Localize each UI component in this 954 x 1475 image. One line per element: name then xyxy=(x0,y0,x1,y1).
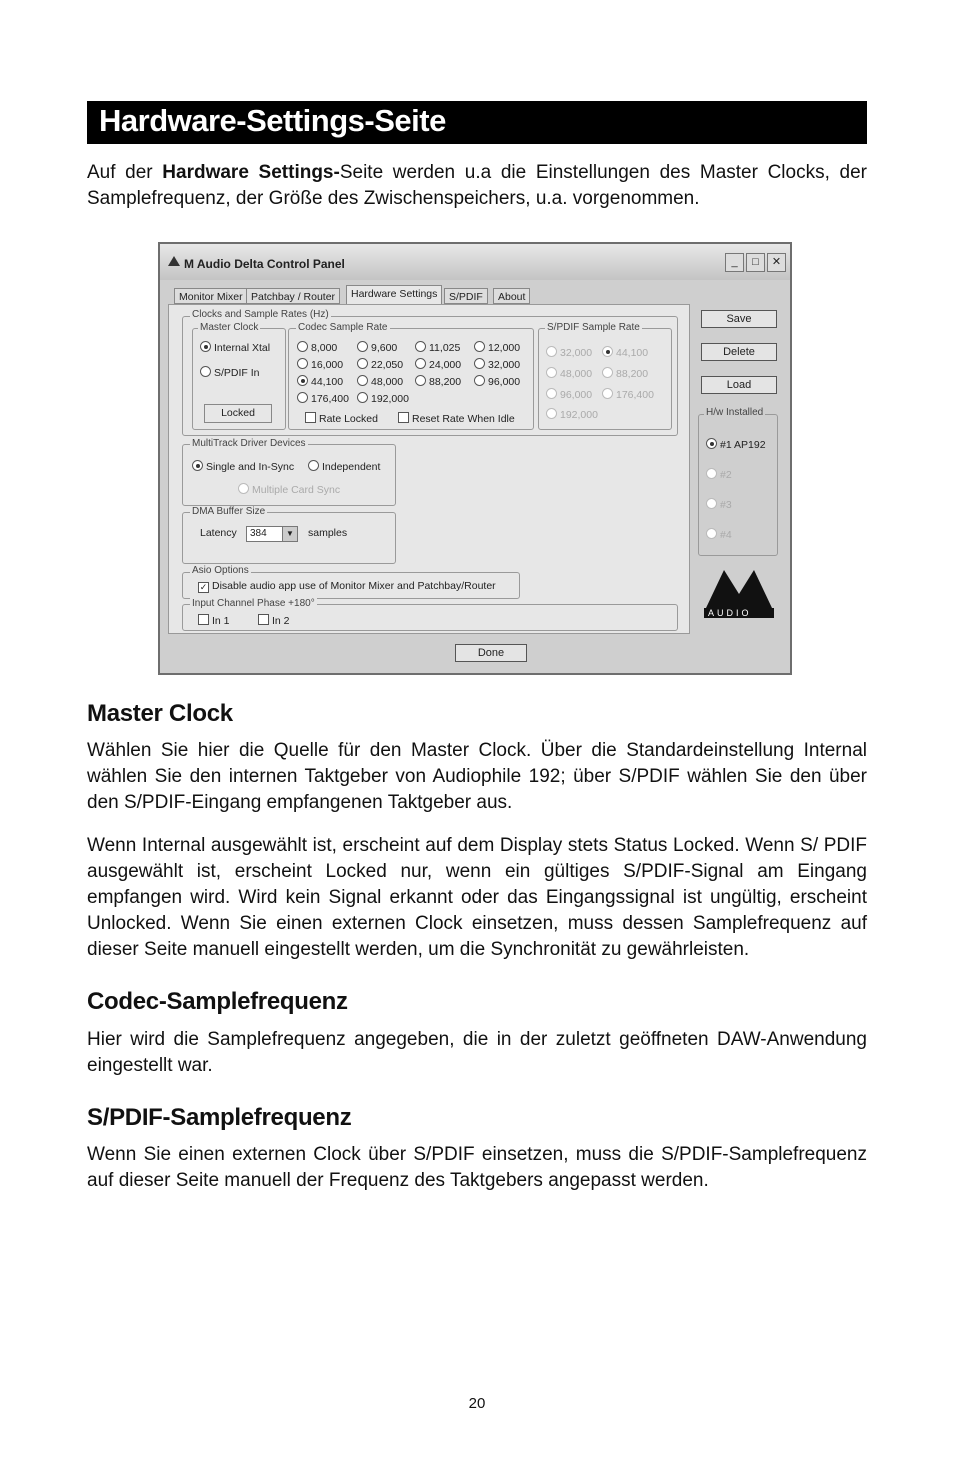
codec-rate-88200[interactable]: 88,200 xyxy=(415,375,461,388)
codec-rate-44100[interactable]: 44,100 xyxy=(297,375,343,388)
dma-label: DMA Buffer Size xyxy=(192,506,266,517)
page-title-bar xyxy=(87,101,867,144)
codec-rate-16000[interactable]: 16,000 xyxy=(297,358,343,371)
codec-rate-22050[interactable]: 22,050 xyxy=(357,358,403,371)
spdif-rate-32000[interactable]: 32,000 xyxy=(546,346,592,359)
reset-rate-checkbox[interactable]: Reset Rate When Idle xyxy=(398,412,515,425)
radio-indicator xyxy=(200,341,211,352)
tab-monitor-mixer[interactable]: Monitor Mixer xyxy=(174,288,248,304)
spdif-rate-192000[interactable]: 192,000 xyxy=(546,408,598,421)
tab-hardware-settings[interactable]: Hardware Settings xyxy=(346,285,442,305)
hw-device-4[interactable]: #4 xyxy=(706,528,732,541)
master-clock-paragraph-2: Wenn Internal ausgewählt ist, erscheint auf dem Display stets Status Locked. Wenn S/ PDIF ausgewählt ist, erscheint Locked nur, wenn ein gültiges S/PDIF-Signal am Eingang empfangen wird. Wird kein Signal erkannt oder das Eingangssignal ist ungültig, erscheint Unlocked. Wenn Sie einen externen Clock einsetzen, muss dessen Samplefrequenz auf dieser Seite manuell eingestellt werden, um die Synchronität zu gewährleisten. xyxy=(87,835,867,960)
radio-single-in-sync[interactable]: Single and In-Sync xyxy=(192,460,294,473)
codec-rate-96000[interactable]: 96,000 xyxy=(474,375,520,388)
app-logo-icon xyxy=(168,256,180,266)
latency-label: Latency xyxy=(200,527,237,539)
codec-rate-9600[interactable]: 9,600 xyxy=(357,341,397,354)
codec-rate-label: Codec Sample Rate xyxy=(298,322,388,333)
radio-independent[interactable]: Independent xyxy=(308,460,380,473)
latency-unit: samples xyxy=(308,527,348,539)
codec-rate-48000[interactable]: 48,000 xyxy=(357,375,403,388)
logo-text: AUDIO xyxy=(708,608,752,618)
latency-select[interactable]: 384 ▼ xyxy=(246,526,298,542)
section-heading-spdif-samplefrequenz: S/PDIF-Samplefrequenz xyxy=(87,1104,352,1131)
phase-in1-checkbox[interactable]: In 1 xyxy=(198,614,230,627)
chevron-down-icon: ▼ xyxy=(282,527,297,541)
master-clock-label: Master Clock xyxy=(200,322,259,333)
codec-rate-176400[interactable]: 176,400 xyxy=(297,392,349,405)
asio-label: Asio Options xyxy=(192,565,249,576)
tab-patchbay-router[interactable]: Patchbay / Router xyxy=(246,288,340,304)
codec-rate-32000[interactable]: 32,000 xyxy=(474,358,520,371)
window-title: M Audio Delta Control Panel xyxy=(184,257,345,271)
multitrack-group xyxy=(182,444,396,506)
close-button[interactable]: ✕ xyxy=(767,253,786,272)
phase-label: Input Channel Phase +180° xyxy=(192,598,315,609)
codec-paragraph: Hier wird die Samplefrequenz angegeben, die in der zuletzt geöffneten DAW-Anwendung eingestellt war. xyxy=(87,1029,867,1076)
minimize-button[interactable]: _ xyxy=(725,253,744,272)
spdif-rate-label: S/PDIF Sample Rate xyxy=(547,322,640,333)
page-number: 20 xyxy=(468,1395,486,1412)
spdif-rate-176400[interactable]: 176,400 xyxy=(602,388,654,401)
done-button[interactable]: Done xyxy=(455,644,527,662)
spdif-paragraph: Wenn Sie einen externen Clock über S/PDIF einsetzen, muss die S/PDIF-Samplefrequenz auf dieser Seite manuell der Frequenz des Taktgebers angepasst werden. xyxy=(87,1144,867,1191)
codec-rate-192000[interactable]: 192,000 xyxy=(357,392,409,405)
master-clock-paragraph-1: Wählen Sie hier die Quelle für den Master Clock. Über die Standardeinstellung Internal wählen Sie den internen Taktgeber von Audiophile 192; über S/PDIF wählen Sie den über den S/PDIF-Eingang empfangenen Taktgeber aus. xyxy=(87,740,867,813)
radio-indicator xyxy=(200,366,211,377)
radio-multiple-card-sync[interactable]: Multiple Card Sync xyxy=(238,483,340,496)
codec-rate-8000[interactable]: 8,000 xyxy=(297,341,337,354)
intro-rest: Seite werden u.a die Einstellungen des Master Clocks, der Samplefrequenz, der Größe des Zwischenspeichers, u.a. vorgenommen. xyxy=(87,162,867,209)
radio-spdif-in[interactable]: S/PDIF In xyxy=(200,366,260,379)
intro-paragraph xyxy=(87,160,867,212)
control-panel-screenshot xyxy=(158,242,792,675)
multitrack-label: MultiTrack Driver Devices xyxy=(192,438,306,449)
section-heading-master-clock: Master Clock xyxy=(87,700,233,727)
spdif-rate-44100[interactable]: 44,100 xyxy=(602,346,648,359)
codec-rate-11025[interactable]: 11,025 xyxy=(415,341,460,354)
spdif-rate-48000[interactable]: 48,000 xyxy=(546,367,592,380)
hw-device-1[interactable]: #1 AP192 xyxy=(706,438,766,451)
intro-prefix: Auf der xyxy=(87,162,163,183)
tab-about[interactable]: About xyxy=(493,288,530,304)
intro-bold: Hardware Settings- xyxy=(162,162,340,183)
save-button[interactable]: Save xyxy=(701,310,777,328)
spdif-rate-88200[interactable]: 88,200 xyxy=(602,367,648,380)
lock-status-display: Locked xyxy=(204,404,272,423)
clocks-group-label: Clocks and Sample Rates (Hz) xyxy=(192,309,329,320)
rate-locked-checkbox[interactable]: Rate Locked xyxy=(305,412,378,425)
disable-monitor-mixer-checkbox[interactable]: ✓ Disable audio app use of Monitor Mixer and Patchbay/Router xyxy=(199,580,496,592)
hw-installed-label: H/w Installed xyxy=(706,407,764,418)
codec-rate-12000[interactable]: 12,000 xyxy=(474,341,520,354)
spdif-rate-96000[interactable]: 96,000 xyxy=(546,388,592,401)
codec-rate-24000[interactable]: 24,000 xyxy=(415,358,461,371)
hw-device-3[interactable]: #3 xyxy=(706,498,732,511)
load-button[interactable]: Load xyxy=(701,376,777,394)
hw-device-2[interactable]: #2 xyxy=(706,468,732,481)
page-title: Hardware-Settings-Seite xyxy=(99,103,446,138)
tab-spdif[interactable]: S/PDIF xyxy=(444,288,488,304)
radio-internal-xtal[interactable]: Internal Xtal xyxy=(200,341,270,354)
section-heading-codec-samplefrequenz: Codec-Samplefrequenz xyxy=(87,988,348,1015)
phase-in2-checkbox[interactable]: In 2 xyxy=(258,614,290,627)
delete-button[interactable]: Delete xyxy=(701,343,777,361)
maximize-button[interactable]: □ xyxy=(746,253,765,272)
